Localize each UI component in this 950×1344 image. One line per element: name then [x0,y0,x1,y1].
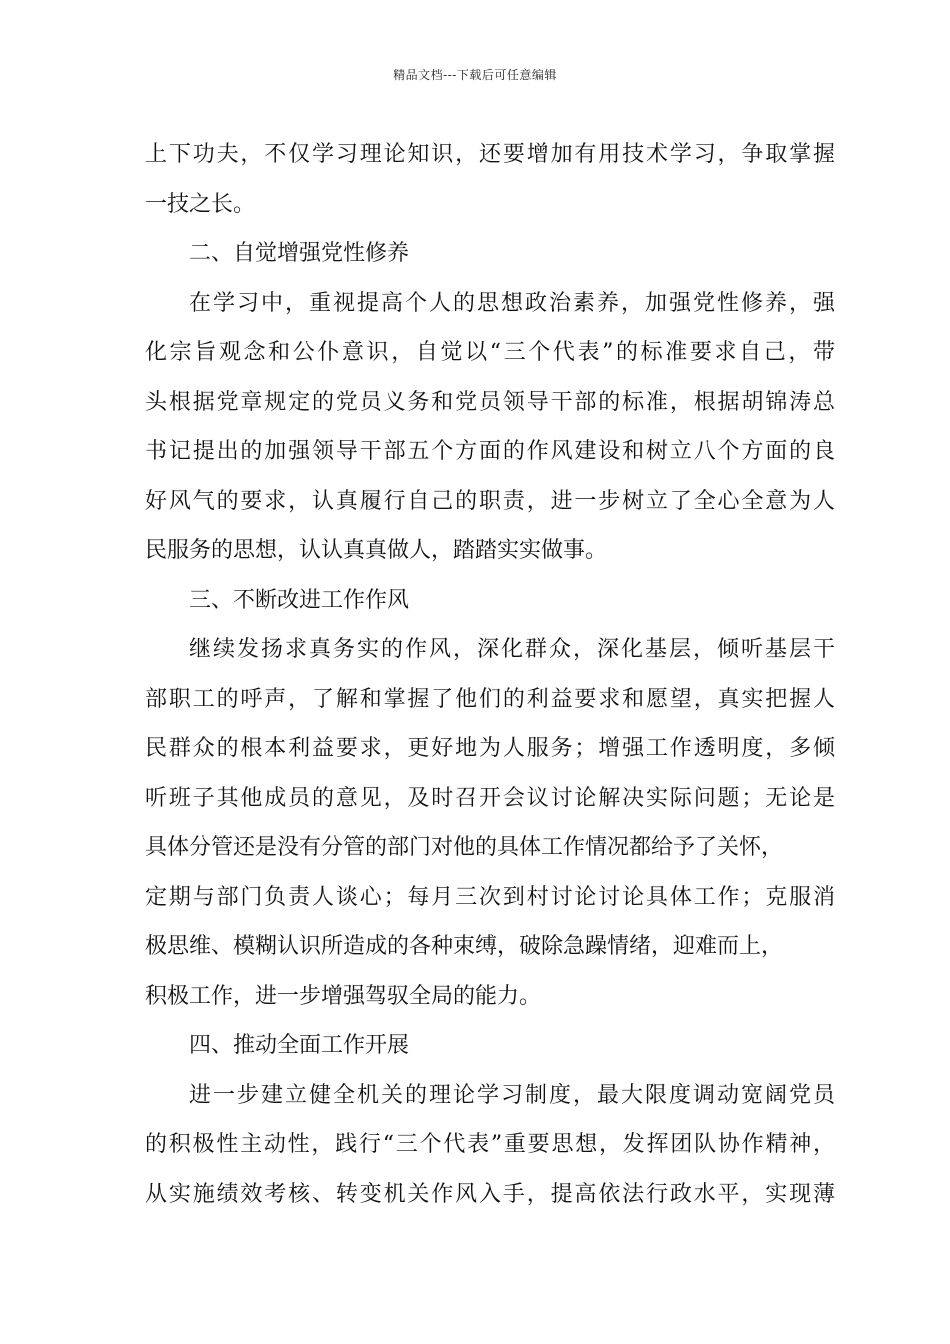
text-line: 头根据党章规定的党员义务和党员领导干部的标准，根据胡锦涛总 [145,389,835,415]
text-line: 积极工作，进一步增强驾驭全局的能力。 [145,983,542,1009]
section-heading: 三、不断改进工作作风 [189,587,410,613]
text-line: 定期与部门负责人谈心；每月三次到村讨论讨论具体工作；克服消 [145,884,835,910]
text-line: 从实施绩效考核、转变机关作风入手，提高依法行政水平，实现薄 [145,1181,835,1207]
document-body [145,130,835,1219]
page-header: 精品文档---下载后可任意编辑 [393,68,557,82]
text-line: 上下功夫，不仅学习理论知识，还要增加有用技术学习，争取掌握 [145,142,835,167]
text-line: 极思维、模糊认识所造成的各种束缚，破除急躁情绪，迎难而上， [145,934,784,959]
text-line: 民群众的根本利益要求，更好地为人服务；增强工作透明度，多倾 [145,736,835,761]
text-line: 继续发扬求真务实的作风，深化群众，深化基层，倾听基层干 [189,637,835,662]
text-line: 在学习中，重视提高个人的思想政治素养，加强党性修养，强 [189,290,835,316]
text-line: 具体分管还是没有分管的部门对他的具体工作情况都给予了关怀， [145,835,784,860]
text-line: 听班子其他成员的意见，及时召开会议讨论解决实际问题；无论是 [145,785,835,811]
text-line: 部职工的呼声，了解和掌握了他们的利益要求和愿望，真实把握人 [145,686,835,712]
text-line: 进一步建立健全机关的理论学习制度，最大限度调动宽阔党员 [189,1082,835,1108]
section-heading: 四、推动全面工作开展 [189,1033,410,1058]
text-line: 民服务的思想，认认真真做人，踏踏实实做事。 [145,538,608,563]
text-line: 化宗旨观念和公仆意识，自觉以“三个代表”的标准要求自己，带 [145,340,835,365]
text-line: 好风气的要求，认真履行自己的职责，进一步树立了全心全意为人 [145,488,835,514]
text-line: 书记提出的加强领导干部五个方面的作风建设和树立八个方面的良 [145,439,835,464]
text-line: 的积极性主动性，践行“三个代表”重要思想，发挥团队协作精神， [145,1132,835,1157]
text-line: 一技之长。 [145,191,256,217]
section-heading: 二、自觉增强党性修养 [189,241,410,266]
